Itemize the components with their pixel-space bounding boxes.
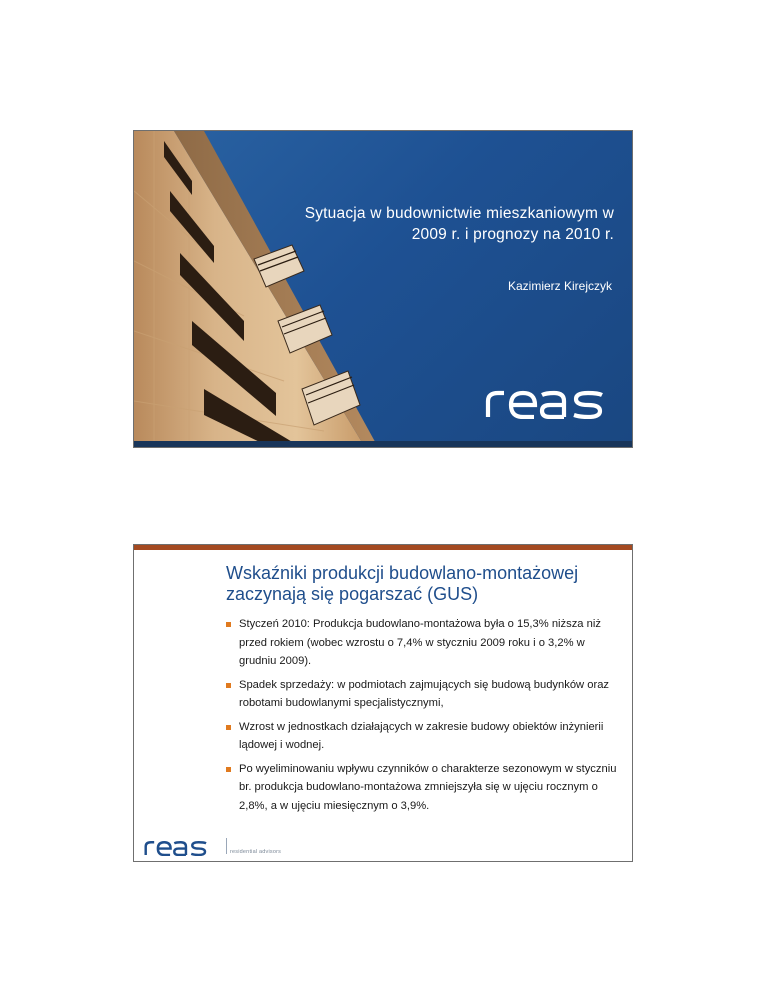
- reas-logo: [484, 385, 614, 419]
- presentation-title: [284, 203, 614, 245]
- content-slide: [133, 544, 633, 862]
- bullet-square-icon: [226, 622, 231, 627]
- title-slide: [133, 130, 633, 448]
- reas-footer-logo: [142, 838, 214, 856]
- bullet-item: [226, 760, 618, 816]
- slide-top-accent-bar: [134, 545, 632, 550]
- bullet-list: [226, 615, 618, 820]
- bullet-text: Spadek sprzedaży: w podmiotach zajmujących się budową budynków oraz robotami budowlanymi specjalistycznymi,: [239, 678, 610, 709]
- slide-bottom-bar: [134, 441, 632, 447]
- bullet-square-icon: [226, 725, 231, 730]
- title-line-1: Sytuacja w budownictwie mieszkaniowym w: [304, 205, 614, 222]
- heading-line-2: zaczynają się pogarszać (GUS): [226, 584, 479, 604]
- bullet-text: Wzrost w jednostkach działających w zakresie budowy obiektów inżynierii lądowej i wodnej.: [239, 720, 604, 751]
- footer-tagline: residential advisors: [230, 849, 282, 855]
- bullet-item: [226, 676, 618, 713]
- bullet-item: [226, 718, 618, 755]
- bullet-item: [226, 615, 618, 671]
- bullet-square-icon: [226, 683, 231, 688]
- slide-heading: [226, 563, 616, 605]
- author-name: Kazimierz Kirejczyk: [507, 279, 612, 293]
- bullet-square-icon: [226, 767, 231, 772]
- bullet-text: Po wyeliminowaniu wpływu czynników o charakterze sezonowym w styczniu br. produkcja budowlano-montażowa zmniejszyła się w ujęciu rocznym o 2,8%, a w ujęciu miesięcznym o 3,9%.: [239, 762, 617, 812]
- title-line-2: 2009 r. i prognozy na 2010 r.: [411, 226, 614, 243]
- building-photo: [134, 131, 494, 448]
- heading-line-1: Wskaźniki produkcji budowlano-montażowej: [226, 563, 579, 583]
- bullet-text: Styczeń 2010: Produkcja budowlano-montażowa była o 15,3% niższa niż przed rokiem (wobec wzrostu o 7,4% w styczniu 2009 roku i o 3,2% w grudniu 2009).: [239, 618, 601, 667]
- footer-divider: [226, 838, 227, 854]
